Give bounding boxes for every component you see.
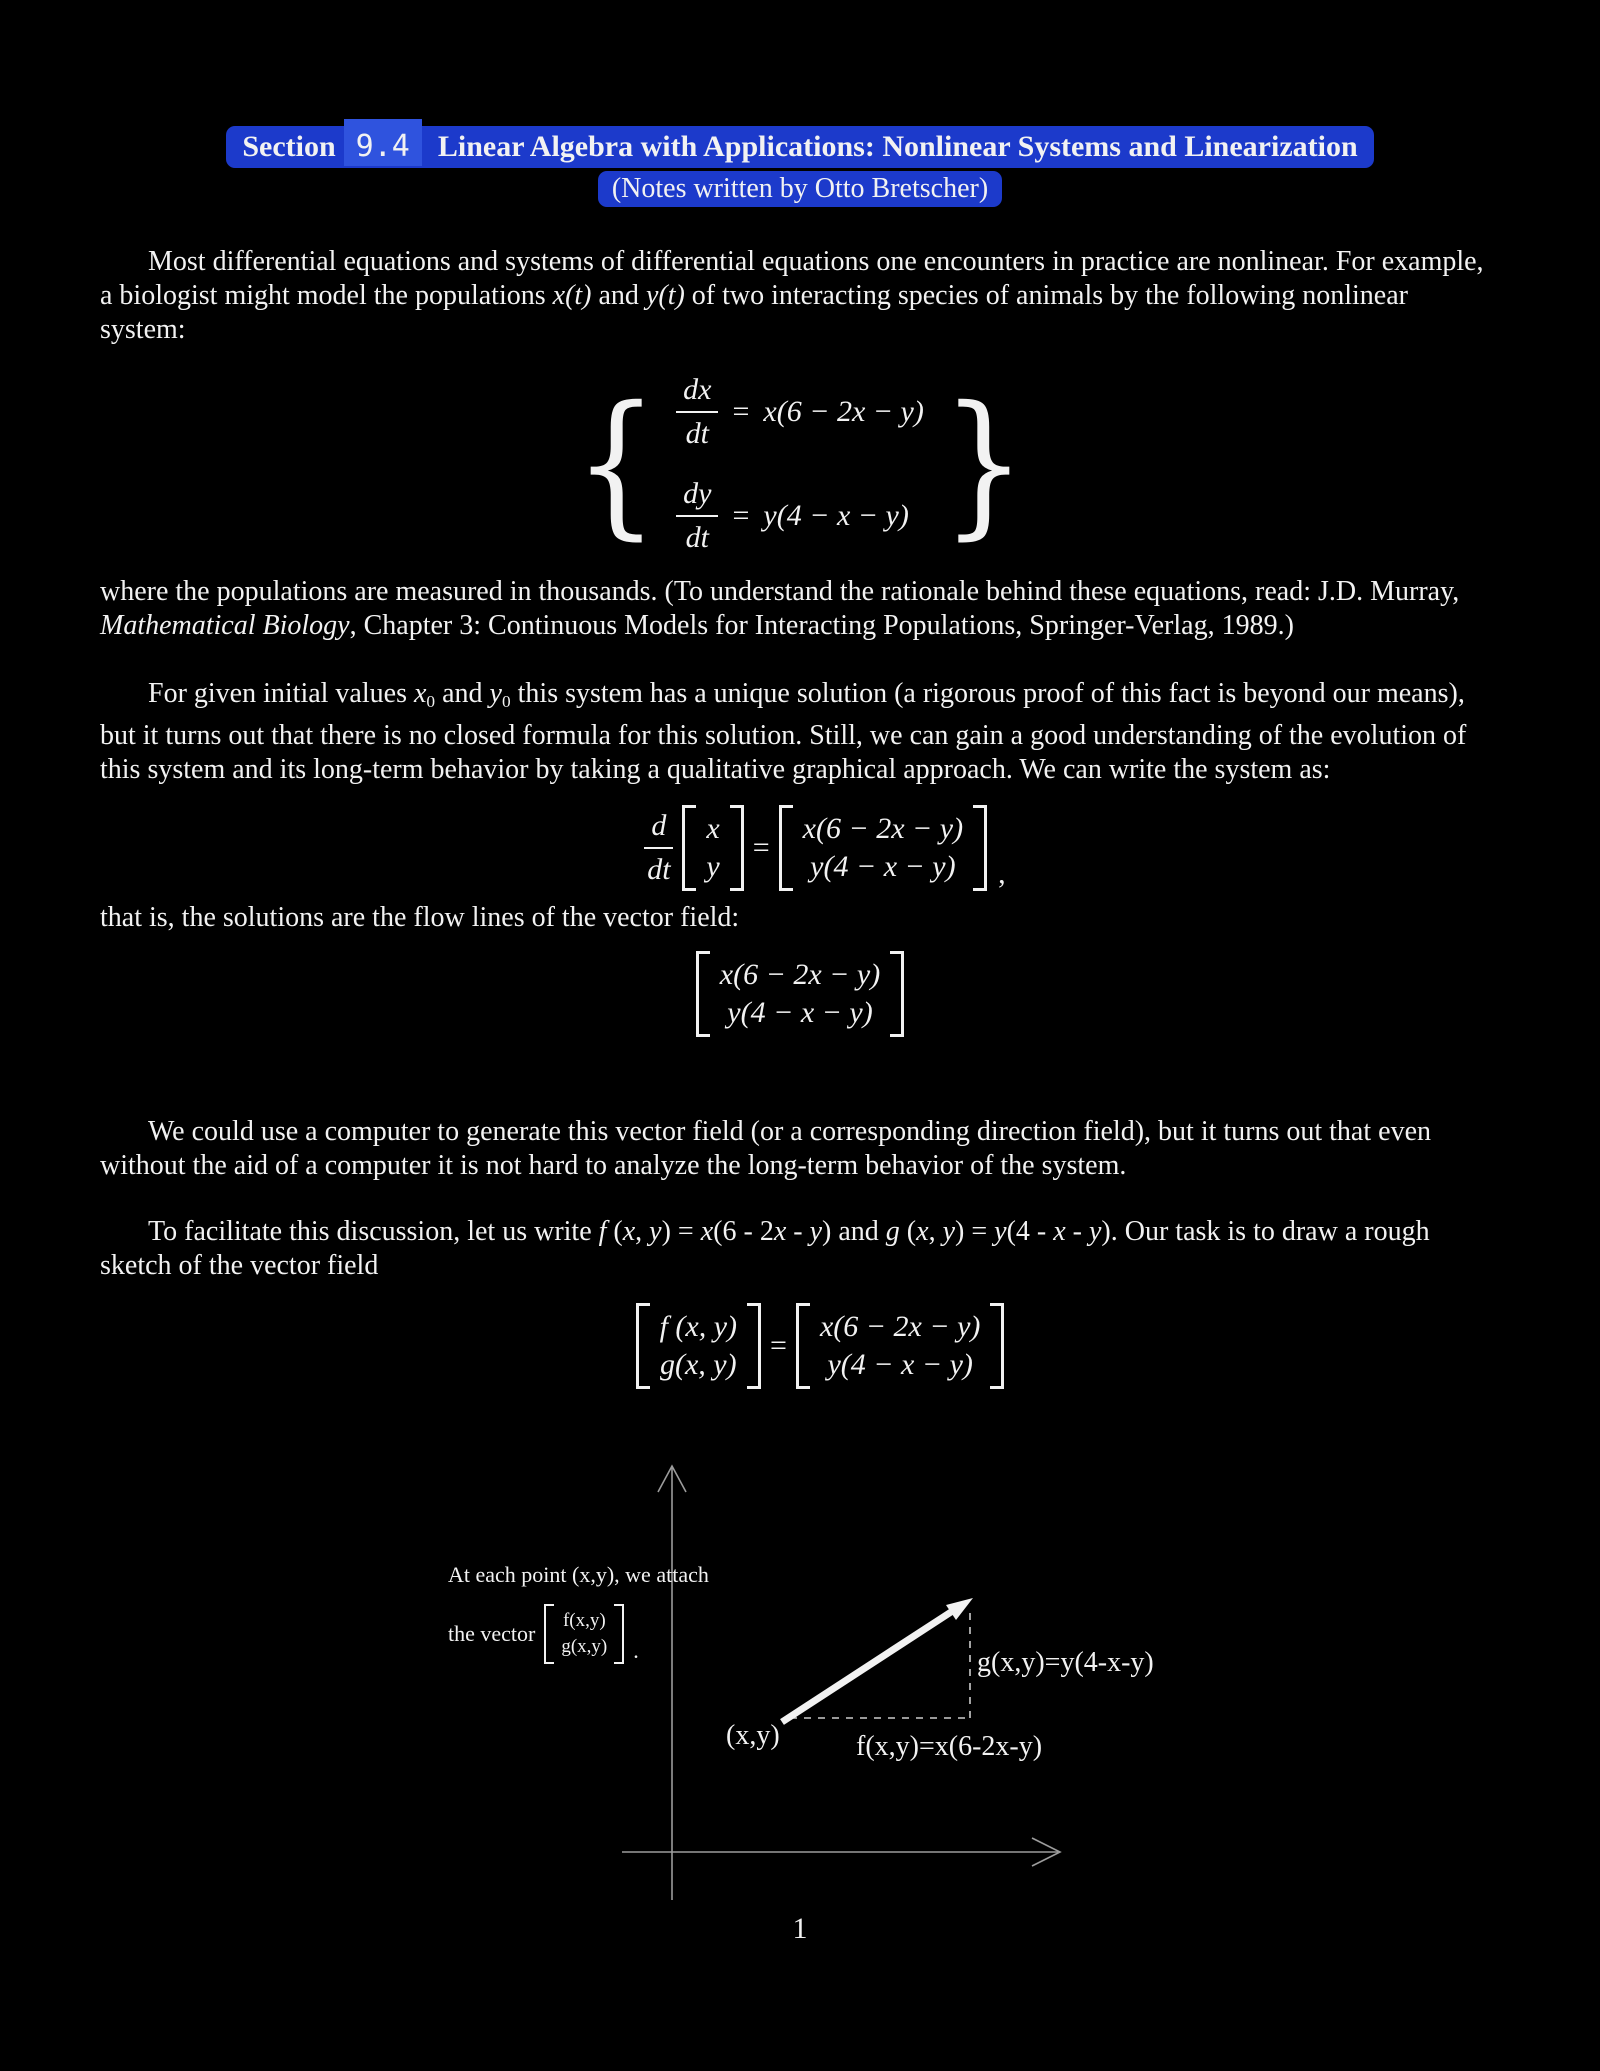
annotation-period: . — [633, 1638, 639, 1663]
equation-ode-system — [0, 373, 1600, 555]
g-component-label: g(x,y)=y(4-x-y) — [977, 1647, 1154, 1678]
title-line — [0, 126, 1600, 168]
subtitle: (Notes written by Otto Bretscher) — [598, 171, 1002, 207]
paragraph-facilitate: To facilitate this discussion, let us write f (x, y) = x(6 - 2x - y) and g (x, y) = y(4 - x - y). Our task is to draw a rough sketch of the vector field — [100, 1215, 1430, 1281]
page-number: 1 — [792, 1912, 808, 1945]
title-highlight — [226, 126, 1373, 168]
equals-sign: = — [752, 830, 770, 864]
diagram-canvas — [420, 1450, 1180, 1970]
paragraph-intro: Most differential equations and systems of differential equations one encounters in practice are nonlinear. For example, a biologist might model the populations x(t) and y(t) of two interacting species of animals by the following nonlinear system: — [100, 246, 1484, 345]
matrix-fg: f (x, y) g(x, y) — [636, 1303, 761, 1389]
left-bracket — [682, 805, 696, 891]
paragraph-initial-values: For given initial values $x_0$ and $y_0$ this system has a unique solution (a rigorous proof of this fact is beyond our means), but it turns out that there is no closed formula for this solution. Still, we can gain a good understanding of the evolution of this system and its long-term behavior by taking a qualitative graphical approach. We can write the system as: — [100, 678, 1467, 785]
right-bracket — [614, 1604, 624, 1664]
paragraph-populations: where the populations are measured in thousands. (To understand the rationale behind these equations, read: J.D. Murray, Mathematical Biology, Chapter 3: Continuous Models for Interacting Populations, Springer-Verlag, 1989.) — [100, 576, 1460, 641]
point-label: (x,y) — [726, 1720, 780, 1751]
equals-sign: = — [732, 395, 750, 428]
equation-dydt — [676, 477, 924, 555]
paragraph-computer: We could use a computer to generate this vector field (or a corresponding direction field), but it turns out that even without the aid of a computer it is not hard to analyze the long-term behavior of the system. — [100, 1115, 1431, 1181]
fraction-ddt: $\frac{d}{dt}$ — [644, 809, 673, 887]
equation-fg-matrix — [20, 1303, 1600, 1389]
rhs-dxdt: x(6 − 2x − y) — [763, 395, 924, 428]
equals-sign: = — [732, 499, 750, 532]
vector-field-diagram — [420, 1450, 1180, 1970]
matrix-field: x(6 − 2x − y) y(4 − x − y) — [779, 805, 987, 891]
right-bracket — [990, 1303, 1004, 1389]
right-bracket — [730, 805, 744, 891]
right-bracket — [747, 1303, 761, 1389]
page-title: Linear Algebra with Applications: Nonlinear Systems and Linearization — [437, 130, 1358, 163]
section-label: Section — [242, 130, 336, 163]
section-number: 9.4 — [344, 119, 422, 166]
equation-vector-field — [0, 951, 1600, 1037]
left-bracket — [796, 1303, 810, 1389]
left-bracket — [544, 1604, 554, 1664]
right-bracket — [973, 805, 987, 891]
diagram-annotation — [448, 1562, 709, 1664]
vector-arrow — [782, 1612, 951, 1722]
equation-ddt-matrix — [25, 805, 1600, 891]
system-rows — [676, 373, 924, 555]
left-curly-brace: { — [574, 373, 659, 555]
right-bracket — [890, 951, 904, 1037]
annotation-line1: At each point (x,y), we attach — [448, 1562, 709, 1587]
fraction-dydt: $\frac{dy}{dt}$ — [676, 477, 718, 555]
matrix-fg-rhs: x(6 − 2x − y) y(4 − x − y) — [796, 1303, 1004, 1389]
subtitle-line — [0, 171, 1600, 207]
fraction-dxdt: $\frac{dx}{dt}$ — [676, 373, 718, 451]
left-bracket — [779, 805, 793, 891]
annotation-line2 — [448, 1604, 709, 1664]
annotation-prefix: the vector — [448, 1621, 536, 1646]
left-bracket — [636, 1303, 650, 1389]
trailing-comma: , — [998, 856, 1006, 890]
header — [0, 126, 1600, 207]
matrix-vector-field: x(6 − 2x − y) y(4 − x − y) — [696, 951, 904, 1037]
matrix-xy: x y — [682, 805, 743, 891]
equation-dxdt — [676, 373, 924, 451]
rhs-dydt: y(4 − x − y) — [763, 499, 909, 532]
paragraph-flow-lines: that is, the solutions are the flow lines of the vector field: — [100, 901, 740, 933]
left-bracket — [696, 951, 710, 1037]
f-component-label: f(x,y)=x(6-2x-y) — [856, 1731, 1043, 1762]
annotation-matrix: f(x,y) g(x,y) — [544, 1604, 624, 1664]
right-curly-brace: } — [941, 373, 1026, 555]
equals-sign: = — [770, 1328, 787, 1362]
